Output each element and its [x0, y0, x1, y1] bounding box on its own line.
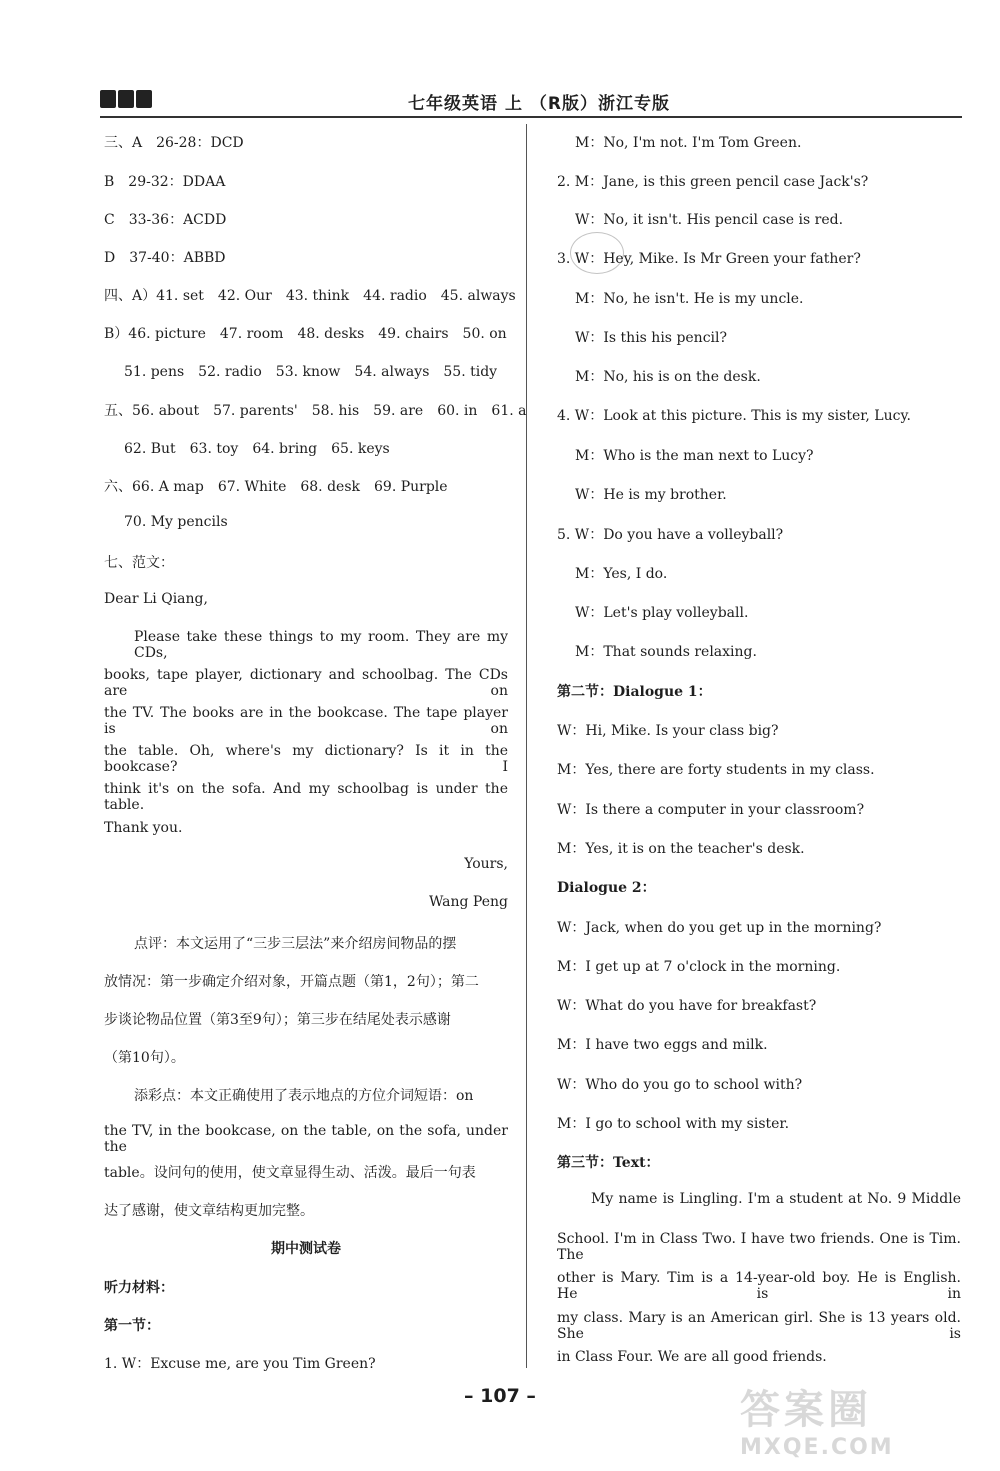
essay-closing: Yours,: [464, 856, 508, 872]
essay-signature: Wang Peng: [428, 894, 508, 910]
dialogue1-line: M：Yes, it is on the teacher's desk.: [557, 841, 805, 857]
text-line: other is Mary. Tim is a 14-year-old boy. He is English. He is in: [557, 1270, 961, 1302]
dialogue2-line: W：Who do you go to school with?: [557, 1077, 803, 1093]
text-line: in Class Four. We are all good friends.: [557, 1349, 827, 1365]
text-line: School. I'm in Class Two. I have two friends. One is Tim. The: [557, 1231, 961, 1263]
answer-line: B）46. picture 47. room 48. desks 49. chairs 50. on: [104, 326, 507, 342]
section-1-title: 第一节：: [104, 1318, 160, 1334]
question-1: 1. W：Excuse me, are you Tim Green?: [104, 1356, 376, 1372]
essay-heading: 七、范文：: [104, 555, 174, 571]
section-3-title: 第三节：Text：: [557, 1155, 660, 1171]
text-line: my class. Mary is an American girl. She is 13 years old. She is: [557, 1310, 961, 1342]
highlight-line: table。设问句的使用，使文章显得生动、活泼。最后一句表: [104, 1165, 476, 1181]
dialogue-line: M：No, his is on the desk.: [575, 369, 761, 385]
dialogue-line: W：No, it isn't. His pencil case is red.: [575, 212, 844, 228]
column-divider: [526, 124, 527, 1368]
dialogue2-line: M：I get up at 7 o'clock in the morning.: [557, 959, 841, 975]
test-title: 期中测试卷: [271, 1241, 341, 1257]
page-header: [100, 86, 962, 118]
answer-line: 四、A）41. set 42. Our 43. think 44. radio 45. always: [104, 288, 516, 304]
watermark-bottom: MXQE.COM: [740, 1435, 894, 1460]
answer-line: D 37-40：ABBD: [104, 250, 226, 266]
text-line: My name is Lingling. I'm a student at No. 9 Middle: [591, 1191, 961, 1207]
answer-line: 51. pens 52. radio 53. know 54. always 55. tidy: [124, 364, 498, 380]
section-2-title: 第二节：Dialogue 1：: [557, 684, 712, 700]
essay-line: Thank you.: [104, 820, 183, 836]
dialogue1-line: W：Hi, Mike. Is your class big?: [557, 723, 779, 739]
comment-line: （第10句）。: [104, 1050, 185, 1066]
dialogue-line: 2. M：Jane, is this green pencil case Jack's?: [557, 174, 869, 190]
header-title: 七年级英语 上 （R版）浙江专版: [408, 94, 670, 114]
dialogue2-line: W：Jack, when do you get up in the morning?: [557, 920, 882, 936]
dialogue2-line: W：What do you have for breakfast?: [557, 998, 817, 1014]
answer-line: B 29-32：DDAA: [104, 174, 226, 190]
dialogue-line: M：That sounds relaxing.: [575, 644, 757, 660]
comment-line: 放情况：第一步确定介绍对象，开篇点题（第1，2句）；第二: [104, 974, 479, 990]
answer-line: C 33-36：ACDD: [104, 212, 227, 228]
page-number: – 107 –: [464, 1385, 536, 1407]
dialogue2-line: M：I go to school with my sister.: [557, 1116, 790, 1132]
dialogue-line: 5. W：Do you have a volleyball?: [557, 527, 784, 543]
essay-line: books, tape player, dictionary and schoolbag. The CDs are on: [104, 667, 508, 699]
essay-line: Please take these things to my room. They are my CDs,: [134, 629, 508, 661]
dialogue-2-title: Dialogue 2：: [557, 880, 656, 896]
dialogue1-line: W：Is there a computer in your classroom?: [557, 802, 865, 818]
dialogue-line: W：Is this his pencil?: [575, 330, 728, 346]
essay-line: the TV. The books are in the bookcase. The tape player is on: [104, 705, 508, 737]
essay-line: think it's on the sofa. And my schoolbag is under the table.: [104, 781, 508, 813]
essay-salutation: Dear Li Qiang,: [104, 591, 208, 607]
listening-title: 听力材料：: [104, 1280, 174, 1296]
watermark-top: 答案圈: [740, 1387, 872, 1433]
comment-line: 步谈论物品位置（第3至9句）；第三步在结尾处表示感谢: [104, 1012, 451, 1028]
answer-line: 70. My pencils: [124, 514, 228, 530]
answer-line: 62. But 63. toy 64. bring 65. keys: [124, 441, 390, 457]
dialogue-line: M：No, he isn't. He is my uncle.: [575, 291, 804, 307]
site-watermark: [740, 1378, 970, 1466]
dialogue2-line: M：I have two eggs and milk.: [557, 1037, 768, 1053]
answer-line: 六、66. A map 67. White 68. desk 69. Purple: [104, 479, 448, 495]
highlight-line: 添彩点：本文正确使用了表示地点的方位介词短语：on: [134, 1088, 474, 1104]
answer-line: 五、56. about 57. parents' 58. his 59. are 60. in 61. a: [104, 403, 527, 419]
dialogue1-line: M：Yes, there are forty students in my class.: [557, 762, 875, 778]
dialogue-line: 3. W：Hey, Mike. Is Mr Green your father?: [557, 251, 861, 267]
highlight-line: 达了感谢，使文章结构更加完整。: [104, 1203, 314, 1219]
dialogue-line: 4. W：Look at this picture. This is my sister, Lucy.: [557, 408, 911, 424]
answer-line: 三、A 26-28：DCD: [104, 135, 244, 151]
dialogue-line: M：No, I'm not. I'm Tom Green.: [575, 135, 802, 151]
dialogue-line: M：Yes, I do.: [575, 566, 668, 582]
dialogue-line: W：He is my brother.: [575, 487, 727, 503]
comment-line: 点评：本文运用了“三步三层法”来介绍房间物品的摆: [134, 936, 457, 952]
dialogue-line: M：Who is the man next to Lucy?: [575, 448, 814, 464]
dialogue-line: W：Let's play volleyball.: [575, 605, 749, 621]
essay-line: the table. Oh, where's my dictionary? Is it in the bookcase? I: [104, 743, 508, 775]
highlight-line: the TV, in the bookcase, on the table, on the sofa, under the: [104, 1123, 508, 1155]
